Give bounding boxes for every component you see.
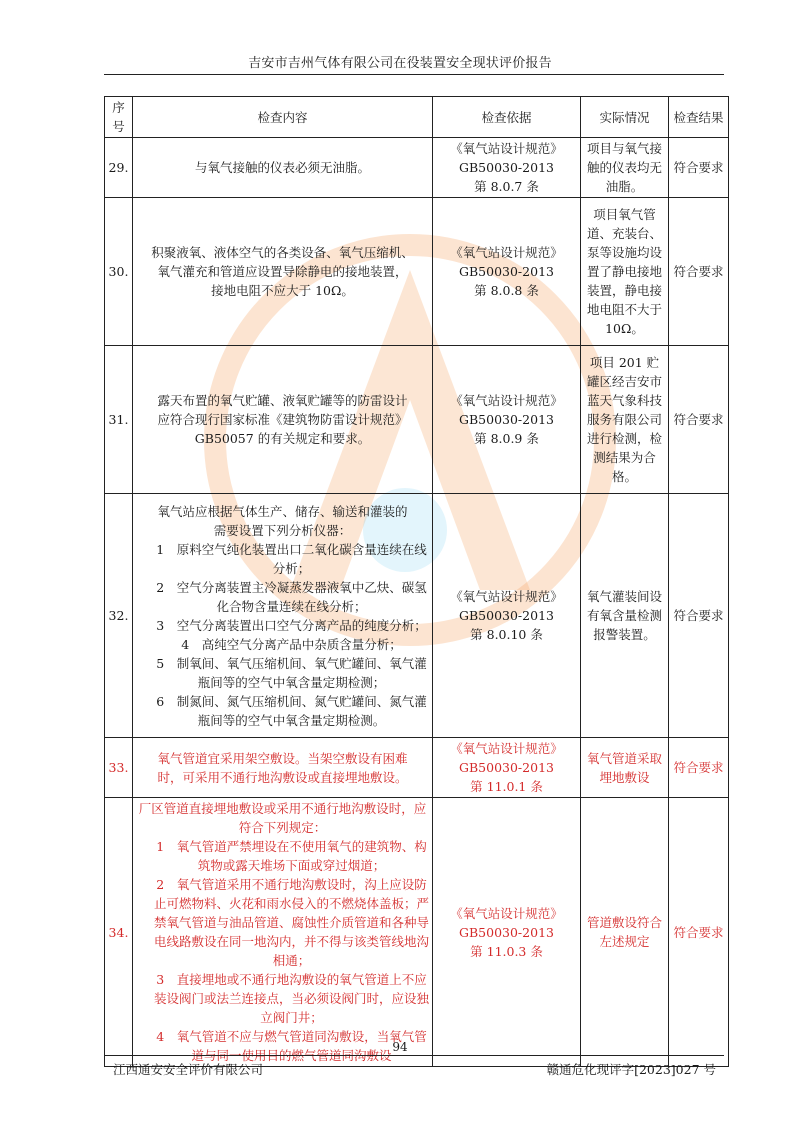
row-no: 30. [105,198,133,346]
basis-clause: 第 11.0.3 条 [470,943,543,959]
table-row [105,738,729,798]
row-no: 29. [105,138,133,198]
row-basis [433,494,581,738]
basis-title: 《氧气站设计规范》 [450,245,563,260]
content-item: 3 直接埋地或不通行地沟敷设的氧气管道上不应装设阀门或法兰连接点，当必须设阀门时，应设独立阀门井； [154,972,430,1025]
row-content [133,738,433,798]
col-header-actual: 实际情况 [581,97,669,138]
content-intro: 需要设置下列分析仪器： [213,522,352,538]
basis-title: 《氧气站设计规范》 [450,905,563,921]
basis-code: GB50030-2013 [459,264,554,279]
table-header-row [105,97,729,138]
report-header-title: 吉安市吉州气体有限公司在役装置安全现状评价报告 [248,56,552,71]
content-intro: 厂区管道直接埋地敷设或采用不通行地沟敷设时，应符合下列规定： [138,801,427,835]
footer-rule [104,1055,724,1056]
row-basis [433,138,581,198]
content-item: 6 制氮间、氮气压缩机间、氮气贮罐间、氮气灌瓶间等的空气中氧含量定期检测。 [156,693,427,728]
basis-clause: 第 8.0.9 条 [474,431,539,446]
row-actual: 项目与氧气接触的仪表均无油脂。 [581,138,669,198]
row-basis [433,198,581,346]
row-actual: 氧气管道采取埋地敷设 [581,738,669,798]
inspection-table [104,96,729,1067]
content-line: 氧气管道宜采用架空敷设。当架空敷设有困难 [157,750,408,766]
row-content [133,494,433,738]
row-content [133,138,433,198]
content-line: 应符合现行国家标准《建筑物防雷设计规范》 [157,412,408,427]
basis-code: GB50030-2013 [459,160,554,175]
content-line: 积聚液氧、液体空气的各类设备、氧气压缩机、 [151,245,414,260]
content-line: GB50057 的有关规定和要求。 [194,431,371,446]
basis-clause: 第 8.0.10 条 [470,627,543,642]
row-result: 符合要求 [669,738,729,798]
basis-clause: 第 8.0.8 条 [474,283,539,298]
content-item: 1 原料空气纯化装置出口二氧化碳含量连续在线分析； [156,541,427,576]
content-item: 3 空气分离装置出口空气分离产品的纯度分析； [156,617,427,633]
footer-report-number: 赣通危化现评字[2023]027 号 [546,1062,716,1077]
row-actual: 项目 201 贮罐区经吉安市蓝天气象科技服务有限公司进行检测，检测结果为合格。 [581,346,669,494]
page-number: 94 [392,1040,408,1054]
col-header-basis: 检查依据 [433,97,581,138]
basis-title: 《氧气站设计规范》 [450,589,563,604]
basis-title: 《氧气站设计规范》 [450,741,563,756]
content-intro: 氧气站应根据气体生产、储存、输送和灌装的 [157,503,408,519]
row-content [133,198,433,346]
row-result: 符合要求 [669,798,729,1067]
basis-code: GB50030-2013 [459,760,554,775]
basis-code: GB50030-2013 [459,412,554,427]
row-result: 符合要求 [669,138,729,198]
row-content [133,346,433,494]
table-row [105,798,729,1067]
content-item: 5 制氧间、氧气压缩机间、氧气贮罐间、氧气灌瓶间等的空气中氧含量定期检测； [156,655,427,690]
basis-clause: 第 11.0.1 条 [470,779,543,794]
col-header-result: 检查结果 [669,97,729,138]
row-no: 34. [105,798,133,1067]
content-item: 2 空气分离装置主冷凝蒸发器液氧中乙炔、碳氢化合物含量连续在线分析； [156,579,427,614]
content-line: 与氧气接触的仪表必须无油脂。 [194,160,370,175]
content-line: 氧气灌充和管道应设置导除静电的接地装置， [157,264,408,279]
table-row [105,198,729,346]
content-line: 露天布置的氧气贮罐、液氧贮罐等的防雷设计 [157,393,408,408]
row-no: 31. [105,346,133,494]
row-basis [433,738,581,798]
content-line: 时，可采用不通行地沟敷设或直接埋地敷设。 [157,769,408,785]
table-row [105,494,729,738]
header-rule [104,74,724,75]
col-header-no: 序号 [105,97,133,138]
table-row [105,346,729,494]
row-basis [433,346,581,494]
content-item: 2 氧气管道采用不通行地沟敷设时，沟上应设防止可燃物料、火花和雨水侵入的不燃烧体盖板；严禁氧气管道与油品管道、腐蚀性介质管道和各种导电线路敷设在同一地沟内，并不得与该类管线地沟相通； [154,877,430,968]
row-actual: 管道敷设符合左述规定 [581,798,669,1067]
row-no: 32. [105,494,133,738]
basis-code: GB50030-2013 [459,608,554,623]
table-row [105,138,729,198]
basis-code: GB50030-2013 [459,924,554,940]
row-actual: 项目氧气管道、充装台、泵等设施均设置了静电接地装置，静电接地电阻不大于 10Ω。 [581,198,669,346]
row-no: 33. [105,738,133,798]
content-item: 4 高纯空气分离产品中杂质含量分析； [181,636,402,652]
basis-clause: 第 8.0.7 条 [474,179,539,194]
content-item: 1 氧气管道严禁埋设在不使用氧气的建筑物、构筑物或露天堆场下面或穿过烟道； [156,839,427,873]
row-result: 符合要求 [669,346,729,494]
row-content [133,798,433,1067]
row-result: 符合要求 [669,494,729,738]
footer-company: 江西通安安全评价有限公司 [113,1062,264,1077]
content-item: 4 氧气管道不应与燃气管道同沟敷设，当氧气管道与同一使用目的燃气管道同沟敷设 [156,1029,427,1063]
basis-title: 《氧气站设计规范》 [450,393,563,408]
row-result: 符合要求 [669,198,729,346]
basis-title: 《氧气站设计规范》 [450,141,563,156]
row-basis [433,798,581,1067]
col-header-content: 检查内容 [133,97,433,138]
content-line: 接地电阻不应大于 10Ω。 [211,283,354,298]
row-actual: 氧气灌装间设有氧含量检测报警装置。 [581,494,669,738]
